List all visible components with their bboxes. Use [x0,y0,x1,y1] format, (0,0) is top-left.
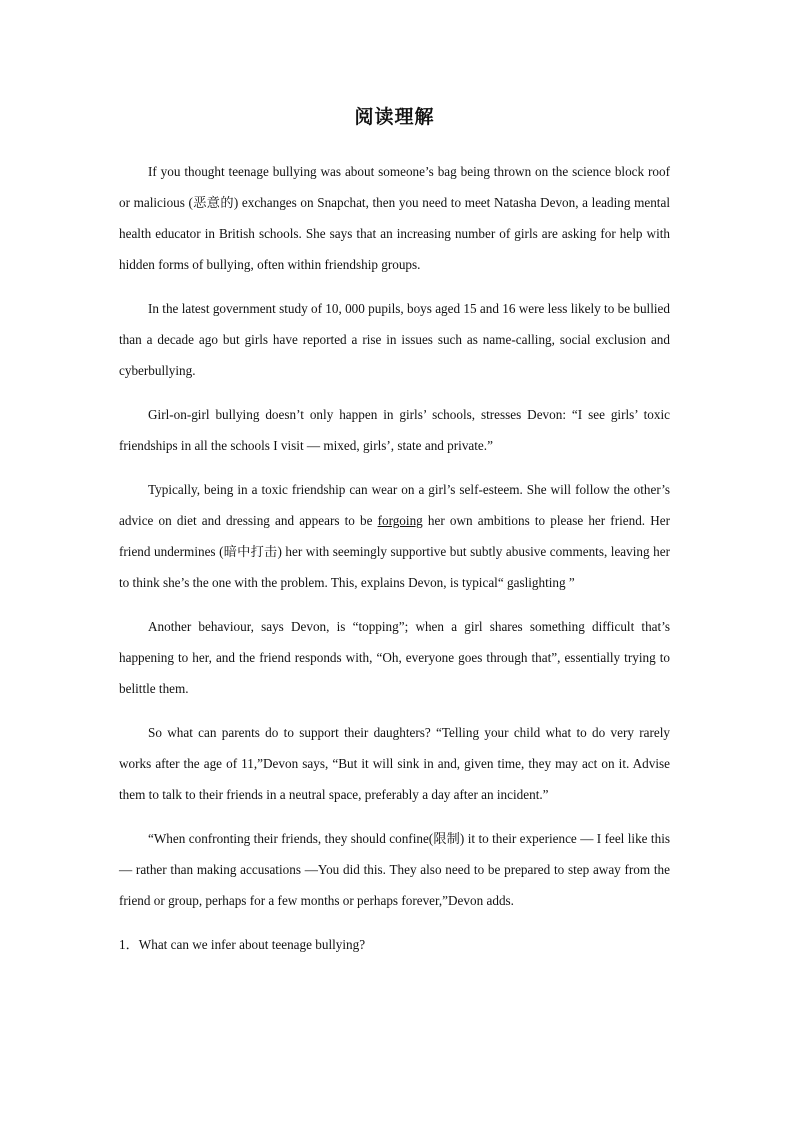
paragraph-3: Girl-on-girl bullying doesn’t only happen in girls’ schools, stresses Devon: “I see girls’ toxic friendships in all the schools I visit — mixed, girls’, state and private.” [119,407,670,453]
paragraph-4-text-before: Typically, being in a toxic friendship can wear on a girl’s self-esteem. She will follow the other’s advice on diet and dressing and appears to be [119,482,670,528]
paragraph-6: So what can parents do to support their daughters? “Telling your child what to do very rarely works after the age of 11,”Devon says, “But it will sink in and, given time, they may act on it. Advise them to talk to their friends in a neutral space, preferably a day after an incident.” [119,725,670,802]
paragraph-4-text-after: her own ambitions to please her friend. Her friend undermines (暗中打击) her with seemingly supportive but subtly abusive comments, leaving her to think she’s the one with the problem. This, explains Devon, is typical“ gaslighting ” [119,513,670,590]
paragraph-2: In the latest government study of 10, 000 pupils, boys aged 15 and 16 were less likely to be bullied than a decade ago but girls have reported a rise in issues such as name-calling, social exclusion and cyberbullying. [119,301,670,378]
paragraph-4 [119,474,670,598]
paragraph-5: Another behaviour, says Devon, is “topping”; when a girl shares something difficult that’s happening to her, and the friend responds with, “Oh, everyone goes through that”, essentially trying to belittle them. [119,619,670,696]
underlined-word: forgoing [377,513,423,528]
paragraph-7: “When confronting their friends, they should confine(限制) it to their experience — I feel like this — rather than making accusations —You did this. They also need to be prepared to step away from the friend or group, perhaps for a few months or perhaps forever,”Devon adds. [119,831,670,908]
page-title: 阅读理解 [354,106,435,128]
paragraph-1: If you thought teenage bullying was about someone’s bag being thrown on the science block roof or malicious (恶意的) exchanges on Snapchat, then you need to meet Natasha Devon, a leading mental health educator in British schools. She says that an increasing number of girls are asking for help with hidden forms of bullying, often within friendship groups. [119,164,670,272]
document-page [119,100,670,960]
question-1: 1．What can we infer about teenage bullying? [119,937,366,952]
